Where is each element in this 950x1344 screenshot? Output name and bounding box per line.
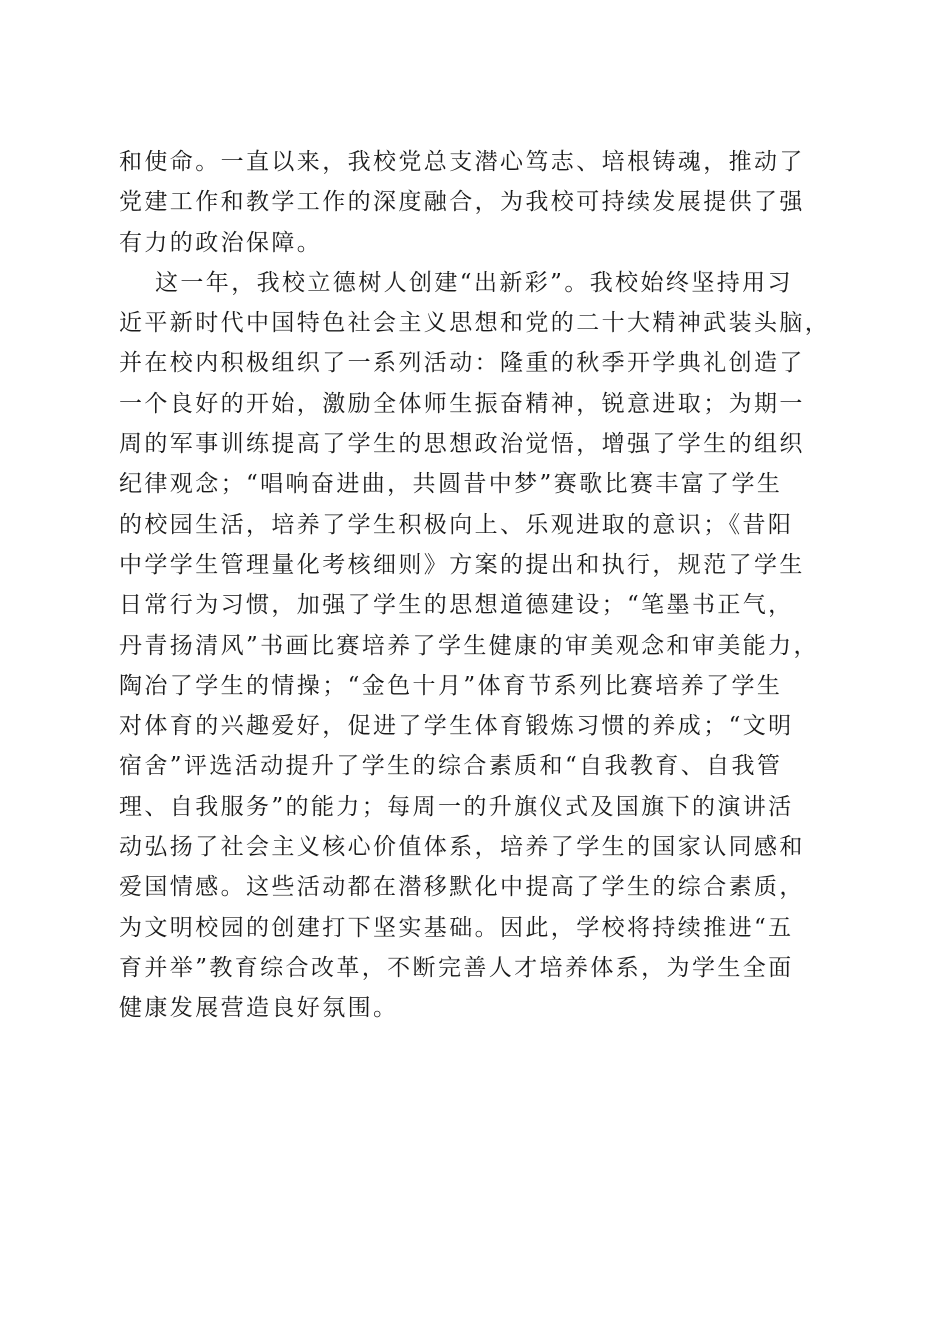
text-line: 丹青扬清风”书画比赛培养了学生健康的审美观念和审美能力， <box>119 632 819 659</box>
text-line: 动弘扬了社会主义核心价值体系，培养了学生的国家认同感和 <box>119 834 805 861</box>
text-line: 对体育的兴趣爱好，促进了学生体育锻炼习惯的养成；“文明 <box>119 713 794 740</box>
text-line: 为文明校园的创建打下坚实基础。因此，学校将持续推进“五 <box>119 914 794 941</box>
text-line: 周的军事训练提高了学生的思想政治觉悟，增强了学生的组织 <box>119 431 805 458</box>
text-line: 育并举”教育综合改革，不断完善人才培养体系，为学生全面 <box>119 954 794 981</box>
text-line: 陶冶了学生的情操；“金色十月”体育节系列比赛培养了学生 <box>119 672 783 699</box>
body-text <box>119 142 839 1029</box>
text-line: 爱国情感。这些活动都在潜移默化中提高了学生的综合素质， <box>119 874 805 901</box>
text-line: 纪律观念；“唱响奋进曲，共圆昔中梦”赛歌比赛丰富了学生 <box>119 471 783 498</box>
text-line: 宿舍”评选活动提升了学生的综合素质和“自我教育、自我管 <box>119 753 783 780</box>
text-line: 一个良好的开始，激励全体师生振奋精神，锐意进取；为期一 <box>119 390 805 417</box>
text-line: 并在校内积极组织了一系列活动：隆重的秋季开学典礼创造了 <box>119 350 805 377</box>
text-line: 的校园生活，培养了学生积极向上、乐观进取的意识；《昔阳 <box>119 511 794 538</box>
paragraph-first-line: 这一年，我校立德树人创建“出新彩”。我校始终坚持用习 <box>155 269 793 296</box>
text-line: 近平新时代中国特色社会主义思想和党的二十大精神武装头脑， <box>119 310 831 337</box>
text-line: 日常行为习惯，加强了学生的思想道德建设；“笔墨书正气， <box>119 592 794 619</box>
text-line: 党建工作和教学工作的深度融合，为我校可持续发展提供了强 <box>119 189 805 216</box>
text-line: 有力的政治保障。 <box>119 229 323 256</box>
text-line: 中学学生管理量化考核细则》方案的提出和执行，规范了学生 <box>119 551 805 578</box>
text-line: 和使命。一直以来，我校党总支潜心笃志、培根铸魂，推动了 <box>119 149 805 175</box>
text-line: 理、自我服务”的能力；每周一的升旗仪式及国旗下的演讲活 <box>119 793 794 820</box>
text-line: 健康发展营造良好氛围。 <box>119 995 399 1022</box>
